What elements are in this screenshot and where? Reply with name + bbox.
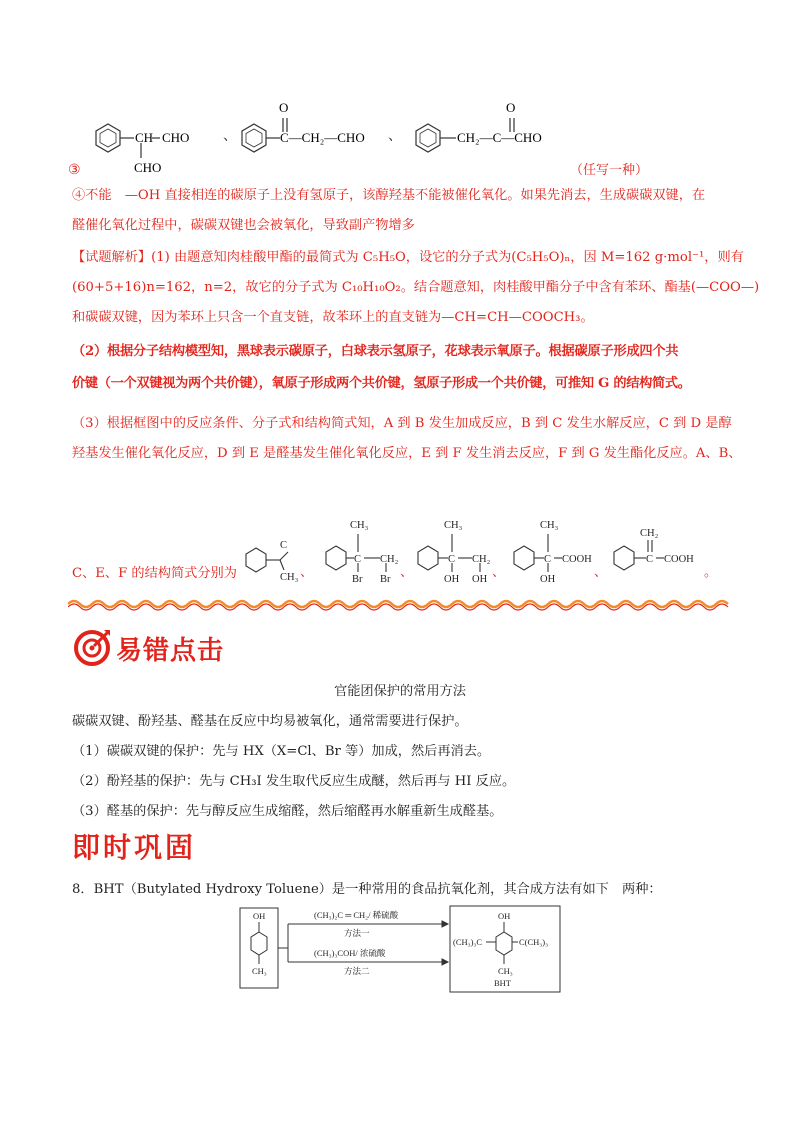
bht-synthesis-scheme [236,902,566,994]
product-ch3: CH₃ [498,966,513,976]
B-ch2: CH₂ [380,554,399,565]
s2-chain: C—CH₂—CHO [280,130,365,145]
question8-text: 8．BHT（Butylated Hydroxy Toluene）是一种常用的食品抗氧化剂，其合成方法有如下 两种： [72,882,662,897]
F-ch2: CH₂ [640,528,659,539]
method2-label: 方法二 [344,966,370,976]
A-c: C [280,540,288,551]
mistake-item-3: （3）醛基的保护：先与醇反应生成缩醛，然后缩醛再水解重新生成醛基。 [72,804,503,819]
analysis-p3-tail: C、E、F 的结构简式分别为 [72,566,237,581]
sep2: 、 [388,129,402,144]
practice-title: 即时巩固 [72,831,197,864]
answer3-note: （任写一种） [570,162,649,177]
wavy-divider [68,596,734,612]
C-ch2: CH₂ [472,554,491,565]
F-c: C [646,554,654,565]
B-ch3: CH₃ [350,520,369,531]
B-br2: Br [380,574,391,585]
answer3-structures [68,92,738,180]
mistake-item-2: （2）酚羟基的保护：先与 CH₃I 发生取代反应生成醚，然后再与 HI 反应。 [72,774,516,789]
A-ch3: CH₃ [280,572,299,583]
analysis-p1-l1: 【试题解析】(1) 由题意知肉桂酸甲酯的最简式为 C₅H₅O，设它的分子式为(C₅H₅O)ₙ，因 M=162 g·mol⁻¹，则有 [72,250,744,265]
product-left: (CH₃)₃C [453,937,483,947]
analysis-p1-l2: (60+5+16)n=162，n=2，故它的分子式为 C₁₀H₁₀O₂。结合题意知，肉桂酸甲酯分子中含有苯环、酯基(—COO—) [72,280,760,295]
answer4-line2: 醛催化氧化过程中，碳碳双键也会被氧化，导致副产物增多 [72,218,415,233]
s3-chain: CH₂—C—CHO [457,130,542,145]
analysis-p2-l2: 价键（一个双键视为两个共价键），氧原子形成两个共价键，氢原子形成一个共价键，可推知 G 的结构简式。 [72,376,691,391]
C-oh1: OH [444,574,460,585]
analysis-p2-l1: （2）根据分子结构模型知，黑球表示碳原子，白球表示氢原子，花球表示氧原子。根据碳原子形成四个共 [72,344,679,359]
answer3-block [68,92,738,180]
analysis-p3-l1: （3）根据框图中的反应条件、分子式和结构简式知，A 到 B 发生加成反应，B 到 C 发生水解反应，C 到 D 是醇 [72,416,732,431]
product-oh: OH [498,911,511,921]
E-oh: OH [540,574,556,585]
method1-reagent: (CH₃)₂C ═ CH₂/ 稀硫酸 [314,910,399,920]
E-cooh: COOH [562,554,592,565]
sep1: 、 [223,129,237,144]
s1-ch: CH [135,130,154,145]
mistake-title: 易错点击 [116,635,225,666]
s2-o: O [279,100,289,115]
s1-cho: CHO [162,130,190,145]
method1-label: 方法一 [344,928,370,938]
mistake-item-1: （1）碳碳双键的保护：先与 HX（X=Cl、Br 等）加成，然后再消去。 [72,744,491,759]
F-cooh: COOH [664,554,694,565]
target-icon [72,628,112,668]
C-sep: 、 [492,564,506,579]
B-sep: 、 [400,564,414,579]
s3-o: O [506,100,516,115]
analysis-p1-l3: 和碳碳双键，因为苯环上只含一个直支链，故苯环上的直支链为—CH=CH—COOCH₃。 [72,310,594,325]
s1-cho2: CHO [134,160,162,175]
A-sep: 、 [300,564,314,579]
E-sep: 、 [594,564,608,579]
mistake-intro: 碳碳双键、酚羟基、醛基在反应中均易被氧化，通常需要进行保护。 [72,714,468,729]
B-c: C [354,554,362,565]
C-oh2: OH [472,574,488,585]
mistake-heading: 官能团保护的常用方法 [334,684,466,699]
E-c: C [544,554,552,565]
B-br1: Br [352,574,363,585]
E-ch3: CH₃ [540,520,559,531]
C-ch3: CH₃ [444,520,463,531]
product-name: BHT [494,978,511,988]
F-end: 。 [704,564,718,579]
answer3-num: ③ [68,163,81,178]
reactant-ch3: CH₃ [252,966,267,976]
reactant-oh: OH [253,911,266,921]
method2-reagent: (CH₃)₃COH/ 浓硫酸 [314,948,386,958]
analysis-p3-l2: 羟基发生催化氧化反应，D 到 E 是醛基发生催化氧化反应，E 到 F 发生消去反应，F 到 G 发生酯化反应。A、B、 [72,446,742,461]
structures-row [240,512,720,588]
answer4-line1: ④不能 —OH 直接相连的碳原子上没有氢原子，该醇羟基不能被催化氧化。如果先消去，生成碳碳双键，在 [72,188,706,203]
C-c: C [448,554,456,565]
mistake-banner [72,628,224,668]
product-right: C(CH₃)₃ [519,937,549,947]
